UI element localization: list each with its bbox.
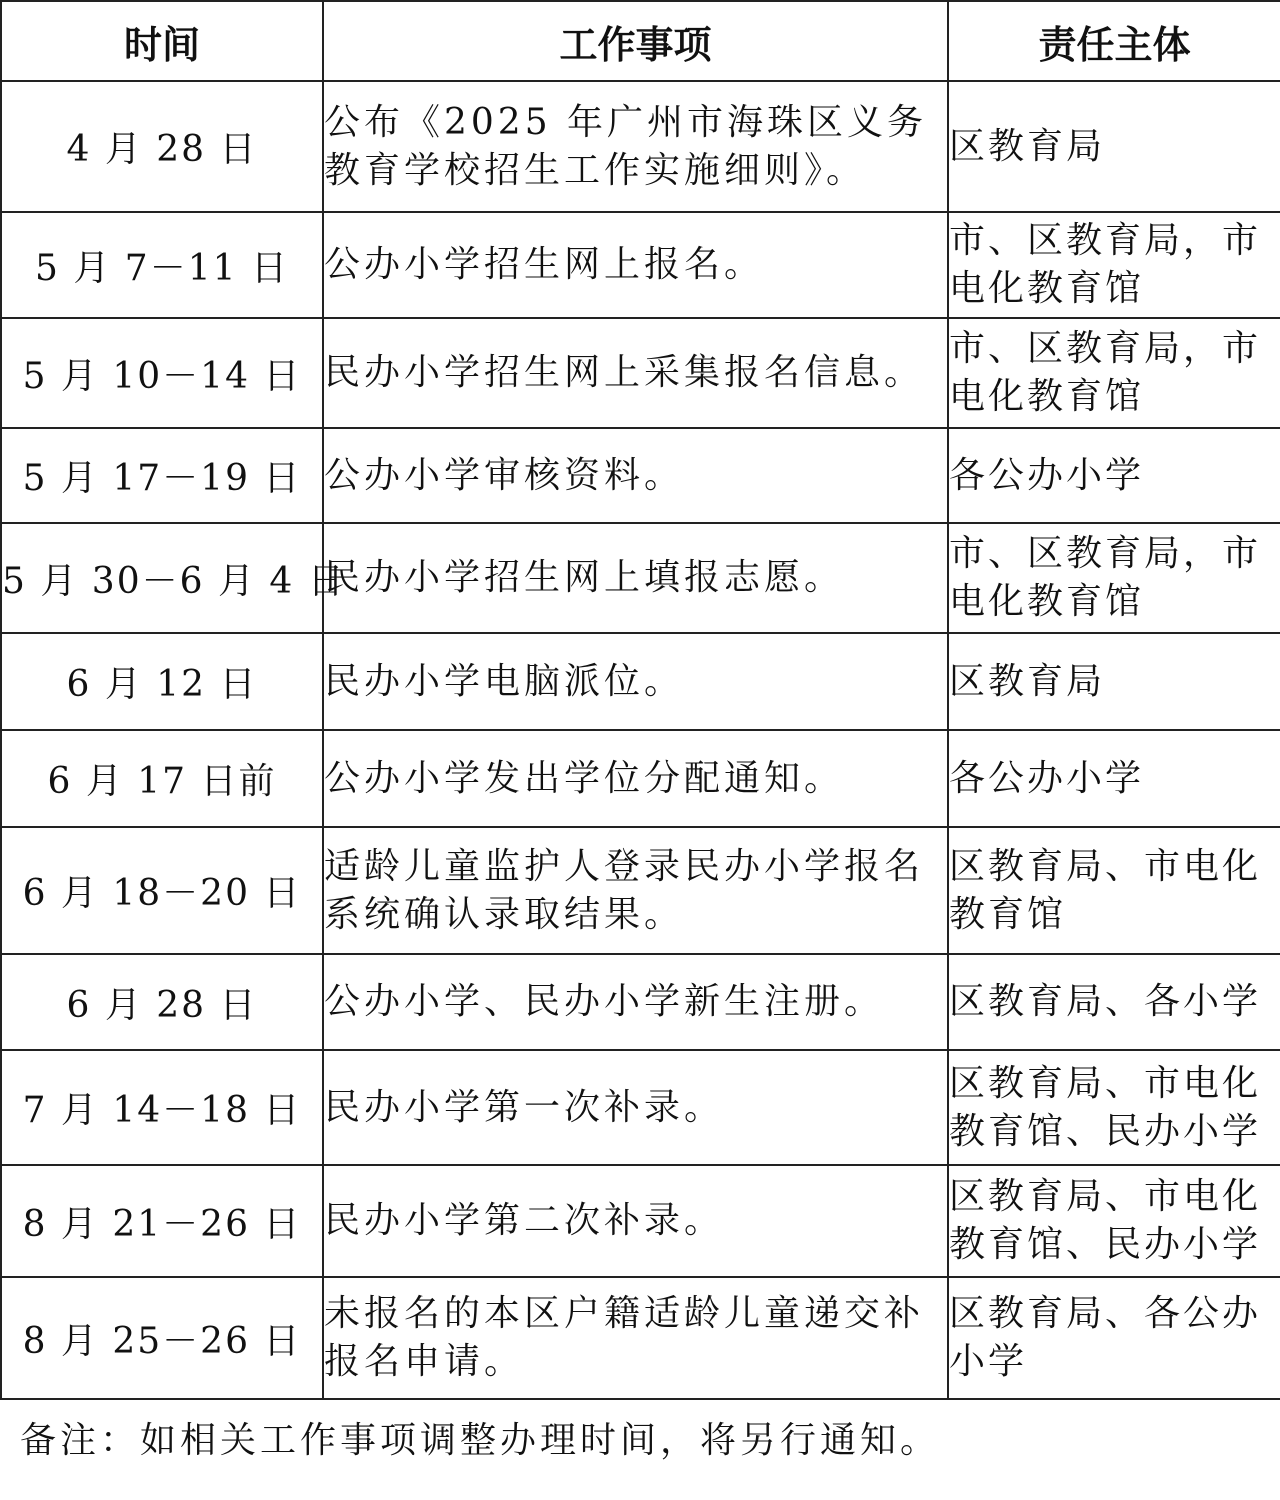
- row-owner: 区教育局: [948, 81, 1280, 212]
- row-owner: 各公办小学: [948, 428, 1280, 523]
- table-row: [1, 954, 1280, 1050]
- row-owner: 市、区教育局，市电化教育馆: [948, 212, 1280, 318]
- row-task: 民办小学第一次补录。: [323, 1050, 948, 1165]
- row-task: 未报名的本区户籍适龄儿童递交补报名申请。: [323, 1277, 948, 1399]
- row-time: 4 月 28 日: [1, 81, 323, 212]
- row-owner: 市、区教育局，市电化教育馆: [948, 318, 1280, 428]
- row-owner: 区教育局、市电化教育馆: [948, 827, 1280, 954]
- row-task: 民办小学招生网上填报志愿。: [323, 523, 948, 633]
- header-row: [1, 1, 1280, 81]
- row-task: 公办小学发出学位分配通知。: [323, 730, 948, 827]
- row-owner: 市、区教育局，市电化教育馆: [948, 523, 1280, 633]
- table-row: [1, 523, 1280, 633]
- row-owner: 区教育局、市电化教育馆、民办小学: [948, 1165, 1280, 1277]
- table-row: [1, 633, 1280, 730]
- row-time: 8 月 25－26 日: [1, 1277, 323, 1399]
- header-time: 时间: [1, 1, 323, 81]
- row-time: 5 月 30－6 月 4 日: [1, 523, 323, 633]
- row-time: 5 月 7－11 日: [1, 212, 323, 318]
- row-owner: 区教育局、各小学: [948, 954, 1280, 1050]
- header-task: 工作事项: [323, 1, 948, 81]
- table-row: [1, 81, 1280, 212]
- row-owner: 区教育局: [948, 633, 1280, 730]
- row-time: 7 月 14－18 日: [1, 1050, 323, 1165]
- table-row: [1, 1050, 1280, 1165]
- row-task: 民办小学第二次补录。: [323, 1165, 948, 1277]
- table-row: [1, 212, 1280, 318]
- row-task: 公办小学、民办小学新生注册。: [323, 954, 948, 1050]
- row-task: 公办小学审核资料。: [323, 428, 948, 523]
- footnote: 备注：如相关工作事项调整办理时间，将另行通知。: [20, 1420, 941, 1461]
- row-time: 6 月 28 日: [1, 954, 323, 1050]
- row-time: 6 月 18－20 日: [1, 827, 323, 954]
- table-row: [1, 428, 1280, 523]
- row-task: 民办小学电脑派位。: [323, 633, 948, 730]
- header-owner: 责任主体: [948, 1, 1280, 81]
- table-row: [1, 1277, 1280, 1399]
- row-owner: 区教育局、市电化教育馆、民办小学: [948, 1050, 1280, 1165]
- row-owner: 区教育局、各公办小学: [948, 1277, 1280, 1399]
- row-task: 公布《2025 年广州市海珠区义务教育学校招生工作实施细则》。: [323, 81, 948, 212]
- table-row: [1, 827, 1280, 954]
- row-time: 6 月 17 日前: [1, 730, 323, 827]
- row-time: 5 月 17－19 日: [1, 428, 323, 523]
- table-row: [1, 318, 1280, 428]
- row-task: 适龄儿童监护人登录民办小学报名系统确认录取结果。: [323, 827, 948, 954]
- row-time: 6 月 12 日: [1, 633, 323, 730]
- row-task: 民办小学招生网上采集报名信息。: [323, 318, 948, 428]
- row-task: 公办小学招生网上报名。: [323, 212, 948, 318]
- row-time: 8 月 21－26 日: [1, 1165, 323, 1277]
- table-row: [1, 1165, 1280, 1277]
- row-owner: 各公办小学: [948, 730, 1280, 827]
- table-row: [1, 730, 1280, 827]
- row-time: 5 月 10－14 日: [1, 318, 323, 428]
